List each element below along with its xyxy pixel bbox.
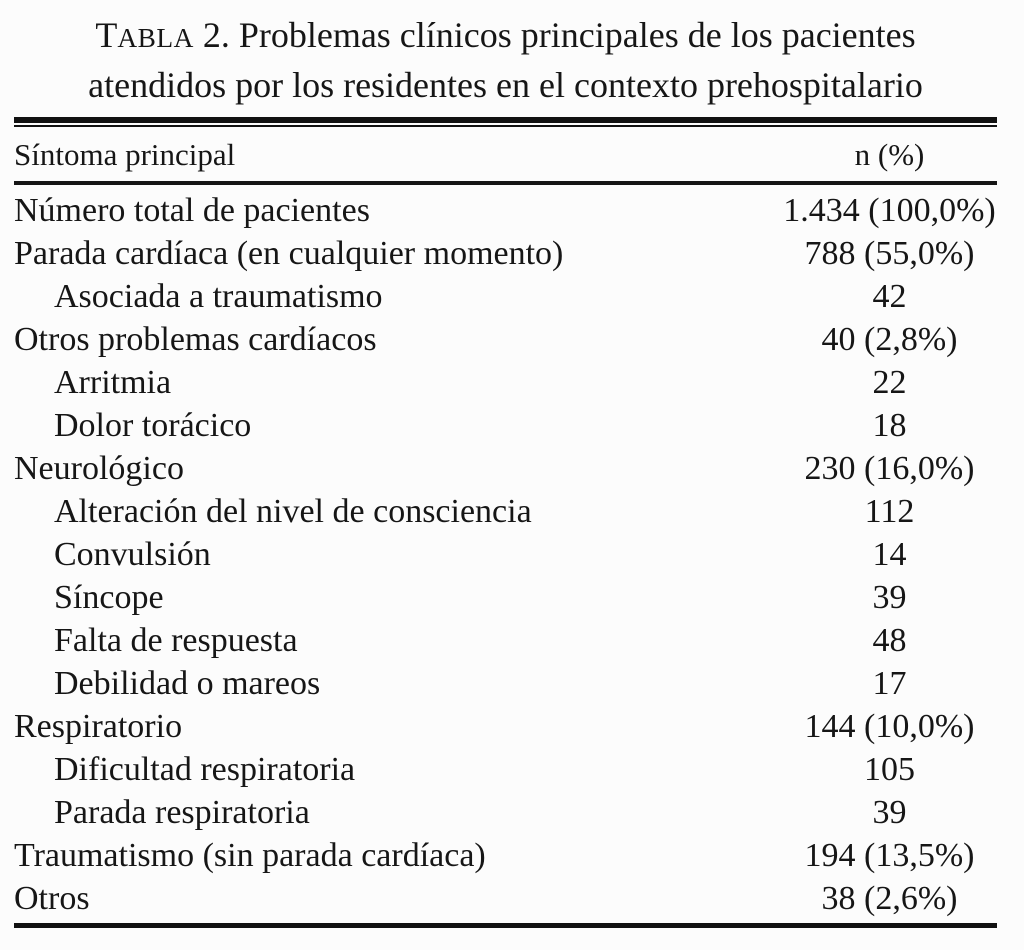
row-label: Alteración del nivel de consciencia xyxy=(54,493,532,530)
row-value: 48 xyxy=(872,622,907,659)
row-value: 105 xyxy=(864,751,915,788)
title-line1-text: 2. Problemas clínicos principales de los pacientes xyxy=(193,15,916,55)
row-label: Convulsión xyxy=(54,536,211,573)
row-label: Falta de respuesta xyxy=(54,622,298,659)
row-label: Traumatismo (sin parada cardíaca) xyxy=(14,837,486,874)
table-body xyxy=(14,185,997,920)
row-value: 194 (13,5%) xyxy=(804,837,975,874)
row-value: 144 (10,0%) xyxy=(804,708,975,745)
row-value: 39 xyxy=(872,794,907,831)
table-row xyxy=(14,275,997,318)
title-tabla-initial: T xyxy=(95,15,118,55)
table-row xyxy=(14,748,997,791)
row-label: Arritmia xyxy=(54,364,172,401)
row-label: Dificultad respiratoria xyxy=(54,751,356,788)
row-label: Respiratorio xyxy=(14,708,183,745)
table-title-line-2: atendidos por los residentes en el contexto prehospitalario xyxy=(88,65,923,105)
row-value: 22 xyxy=(872,364,907,401)
table-row xyxy=(14,447,997,490)
row-value: 39 xyxy=(872,579,907,616)
bottom-rule xyxy=(14,923,997,928)
table-row xyxy=(14,533,997,576)
row-value: 42 xyxy=(872,278,907,315)
table-row xyxy=(14,705,997,748)
table-row xyxy=(14,576,997,619)
table-row xyxy=(14,877,997,920)
table-row xyxy=(14,490,997,533)
row-label: Síncope xyxy=(54,579,164,616)
column-header-symptom: Síntoma principal xyxy=(14,137,236,172)
row-label: Número total de pacientes xyxy=(14,192,370,229)
row-label: Parada respiratoria xyxy=(54,794,310,831)
table-row xyxy=(14,232,997,275)
row-label: Asociada a traumatismo xyxy=(54,278,383,315)
table-row xyxy=(14,361,997,404)
row-value: 1.434 (100,0%) xyxy=(783,192,996,229)
table-row xyxy=(14,791,997,834)
table-row xyxy=(14,404,997,447)
row-value: 112 xyxy=(864,493,915,530)
table-row xyxy=(14,834,997,877)
row-value: 18 xyxy=(872,407,907,444)
row-value: 230 (16,0%) xyxy=(804,450,975,487)
row-value: 38 (2,6%) xyxy=(821,880,958,917)
row-value: 17 xyxy=(872,665,907,702)
row-label: Neurológico xyxy=(14,450,184,487)
table-header-row xyxy=(14,127,997,181)
table-row xyxy=(14,318,997,361)
row-value: 788 (55,0%) xyxy=(804,235,975,272)
row-label: Parada cardíaca (en cualquier momento) xyxy=(14,235,564,272)
row-label: Debilidad o mareos xyxy=(54,665,321,702)
row-label: Dolor torácico xyxy=(54,407,252,444)
row-value: 40 (2,8%) xyxy=(821,321,958,358)
row-value: 14 xyxy=(872,536,907,573)
column-header-n-percent: n (%) xyxy=(854,137,925,172)
row-label: Otros xyxy=(14,880,90,917)
table-title xyxy=(14,0,997,109)
title-tabla-smallcaps: ABLA xyxy=(117,23,194,53)
row-label: Otros problemas cardíacos xyxy=(14,321,377,358)
table-title-line-1 xyxy=(14,12,997,62)
table-row xyxy=(14,662,997,705)
table-row xyxy=(14,189,997,232)
table-row xyxy=(14,619,997,662)
